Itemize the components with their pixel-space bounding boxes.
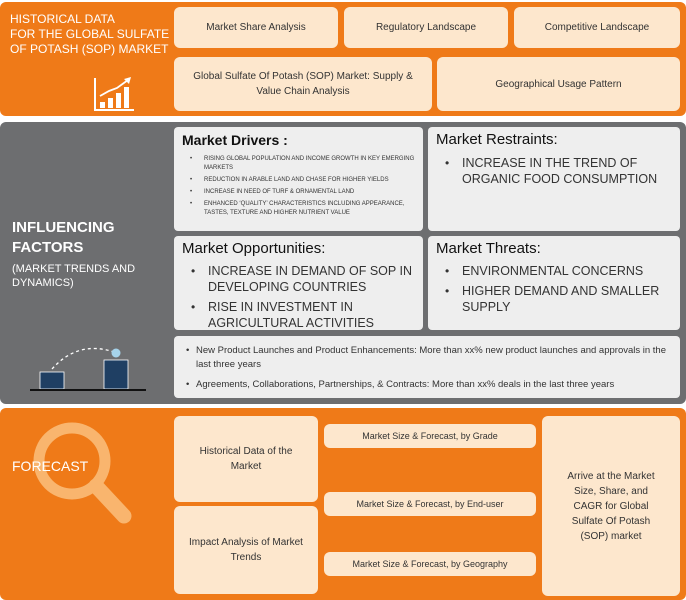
historical-data-market-box: Historical Data of the Market xyxy=(174,416,318,502)
bar-chart-growth-icon xyxy=(92,76,136,112)
influencing-subtitle-line: (MARKET TRENDS AND xyxy=(12,263,136,275)
market-threats-heading: Market Threats: xyxy=(436,240,541,257)
market-drivers-box xyxy=(174,127,423,231)
historical-data-title xyxy=(10,12,169,57)
influencing-factors-title xyxy=(12,218,115,258)
developments-box xyxy=(174,336,680,398)
influencing-subtitle-line: DYNAMICS) xyxy=(12,277,74,289)
forecast-by-geography-box: Market Size & Forecast, by Geography xyxy=(324,552,536,576)
market-opportunities-box xyxy=(174,236,423,330)
jumping-block-icon xyxy=(30,346,150,398)
market-opportunities-list xyxy=(182,263,415,331)
market-share-analysis-box: Market Share Analysis xyxy=(174,7,338,48)
threat-item: • ENVIRONMENTAL CONCERNS xyxy=(436,263,672,279)
influencing-title-line: INFLUENCING xyxy=(12,219,115,236)
development-item: • Agreements, Collaborations, Partnerships, & Contracts: More than xx% deals in the last three years xyxy=(184,378,670,392)
market-restraints-box xyxy=(428,127,680,231)
market-threats-list xyxy=(436,263,672,315)
supply-value-chain-box: Global Sulfate Of Potash (SOP) Market: Supply & Value Chain Analysis xyxy=(174,57,432,111)
development-item: • New Product Launches and Product Enhancements: More than xx% new product launches and approvals in the last three years xyxy=(184,344,670,372)
forecast-by-end-user-box: Market Size & Forecast, by End-user xyxy=(324,492,536,516)
opportunity-item: • INCREASE IN DEMAND OF SOP IN DEVELOPING COUNTRIES xyxy=(182,263,415,295)
impact-analysis-box: Impact Analysis of Market Trends xyxy=(174,506,318,594)
regulatory-landscape-box: Regulatory Landscape xyxy=(344,7,508,48)
driver-item: • REDUCTION IN ARABLE LAND AND CHASE FOR HIGHER YIELDS xyxy=(182,176,415,185)
threat-item: • HIGHER DEMAND AND SMALLER SUPPLY xyxy=(436,283,672,315)
market-restraints-heading: Market Restraints: xyxy=(436,131,558,148)
driver-item: • INCREASE IN NEED OF TURF & ORNAMENTAL LAND xyxy=(182,188,415,197)
restraint-item: • INCREASE IN THE TREND OF ORGANIC FOOD CONSUMPTION xyxy=(436,155,672,187)
historical-title-line: OF POTASH (SOP) MARKET xyxy=(10,42,169,56)
forecast-band xyxy=(0,408,686,600)
market-drivers-list xyxy=(182,155,415,218)
influencing-factors-subtitle xyxy=(12,262,135,290)
market-opportunities-heading: Market Opportunities: xyxy=(182,240,326,257)
market-restraints-list xyxy=(436,155,672,187)
market-size-result-box: Arrive at the Market Size, Share, and CAGR for Global Sulfate Of Potash (SOP) market xyxy=(542,416,680,596)
geographical-usage-box: Geographical Usage Pattern xyxy=(437,57,680,111)
developments-list xyxy=(184,344,670,392)
driver-item: • RISING GLOBAL POPULATION AND INCOME GROWTH IN KEY EMERGING MARKETS xyxy=(182,155,415,173)
historical-title-line: HISTORICAL DATA xyxy=(10,12,115,26)
forecast-by-grade-box: Market Size & Forecast, by Grade xyxy=(324,424,536,448)
historical-data-band xyxy=(0,2,686,116)
market-threats-box xyxy=(428,236,680,330)
opportunity-item: • RISE IN INVESTMENT IN AGRICULTURAL ACTIVITIES xyxy=(182,299,415,331)
historical-title-line: FOR THE GLOBAL SULFATE xyxy=(10,27,170,41)
driver-item: • ENHANCED ‘QUALITY’ CHARACTERISTICS INCLUDING APPEARANCE, TASTES, TEXTURE AND HIGHER NUTRIENT VALUE xyxy=(182,200,415,218)
competitive-landscape-box: Competitive Landscape xyxy=(514,7,680,48)
influencing-factors-band xyxy=(0,122,686,404)
influencing-title-line: FACTORS xyxy=(12,239,84,256)
forecast-title: FORECAST xyxy=(12,458,89,474)
market-drivers-heading: Market Drivers : xyxy=(182,132,288,148)
